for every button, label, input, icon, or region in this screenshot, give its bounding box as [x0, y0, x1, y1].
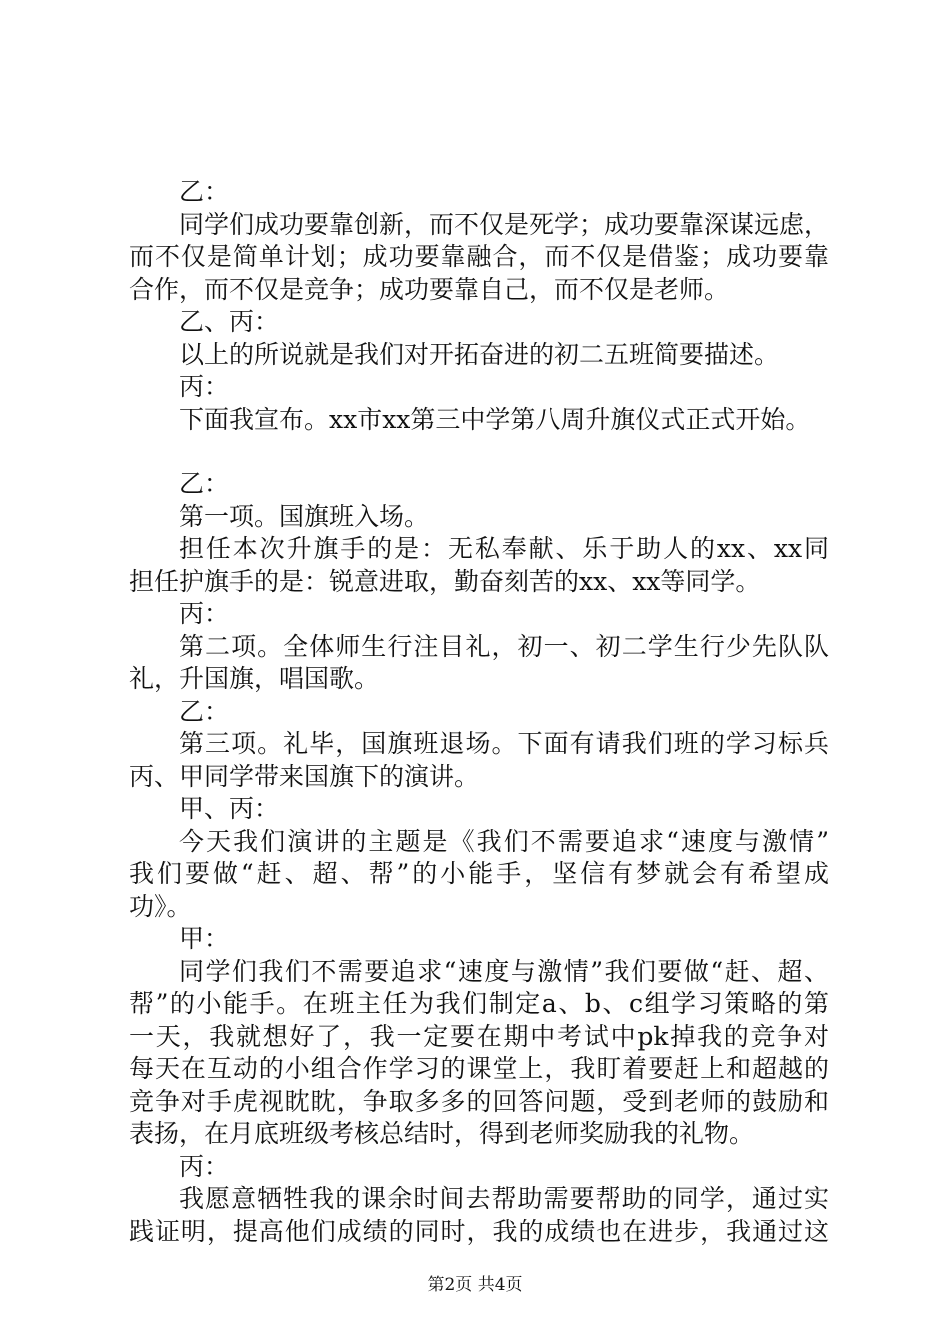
- speaker-label: 乙：: [179, 469, 230, 498]
- paragraph-line: 以上的所说就是我们对开拓奋进的初二五班简要描述。: [179, 339, 780, 369]
- speaker-label: 丙：: [179, 599, 230, 628]
- paragraph-line: 第三项。礼毕，国旗班退场。下面有请我们班的学习标兵: [179, 729, 829, 758]
- paragraph-line: 我愿意牺牲我的课余时间去帮助需要帮助的同学，通过实: [179, 1184, 829, 1213]
- paragraph-gap: [129, 436, 829, 468]
- speaker-label: 乙：: [179, 696, 230, 726]
- paragraph-line: 礼，升国旗，唱国歌。: [129, 664, 380, 693]
- paragraph-line: 而不仅是简单计划；成功要靠融合，而不仅是借鉴；成功要靠: [129, 242, 829, 271]
- paragraph-line: 今天我们演讲的主题是《我们不需要追求“速度与激情”: [179, 826, 829, 856]
- paragraph-line: 同学们成功要靠创新，而不仅是死学；成功要靠深谋远虑，: [179, 209, 829, 239]
- speaker-label: 丙：: [179, 1151, 230, 1181]
- paragraph-line: 同学们我们不需要追求“速度与激情”我们要做“赶、超、: [179, 956, 829, 986]
- speaker-label: 乙、丙：: [179, 307, 280, 336]
- paragraph-line: 竞争对手虎视眈眈，争取多多的回答问题，受到老师的鼓励和: [129, 1086, 829, 1116]
- paragraph-line: 帮”的小能手。在班主任为我们制定a、b、c组学习策略的第: [129, 989, 829, 1018]
- document-body: [129, 176, 829, 1248]
- paragraph-line: 下面我宣布。xx市xx第三中学第八周升旗仪式正式开始。: [179, 404, 811, 434]
- page-footer: 第2页 共4页: [427, 1275, 523, 1295]
- paragraph-line: 丙、甲同学带来国旗下的演讲。: [129, 761, 480, 791]
- speaker-label: 甲、丙：: [179, 794, 280, 823]
- speaker-label: 甲：: [179, 924, 230, 953]
- paragraph-line: 表扬，在月底班级考核总结时，得到老师奖励我的礼物。: [129, 1119, 755, 1148]
- speaker-label: 丙：: [179, 372, 230, 401]
- paragraph-line: 每天在互动的小组合作学习的课堂上，我盯着要赶上和超越的: [129, 1054, 829, 1083]
- paragraph-line: 一天，我就想好了，我一定要在期中考试中pk掉我的竞争对: [129, 1021, 829, 1051]
- paragraph-line: 我们要做“赶、超、帮”的小能手，坚信有梦就会有希望成: [129, 859, 829, 888]
- paragraph-line: 第二项。全体师生行注目礼，初一、初二学生行少先队队: [179, 631, 829, 661]
- paragraph-line: 第一项。国旗班入场。: [179, 501, 430, 531]
- paragraph-line: 功》。: [129, 891, 192, 921]
- paragraph-line: 担任本次升旗手的是：无私奉献、乐于助人的xx、xx同: [179, 534, 829, 563]
- paragraph-line: 担任护旗手的是：锐意进取，勤奋刻苦的xx、xx等同学。: [129, 566, 761, 596]
- paragraph-line: 合作，而不仅是竞争；成功要靠自己，而不仅是老师。: [129, 274, 730, 304]
- paragraph-line: 践证明，提高他们成绩的同时，我的成绩也在进步，我通过这: [129, 1216, 829, 1246]
- speaker-label: 乙：: [179, 177, 230, 206]
